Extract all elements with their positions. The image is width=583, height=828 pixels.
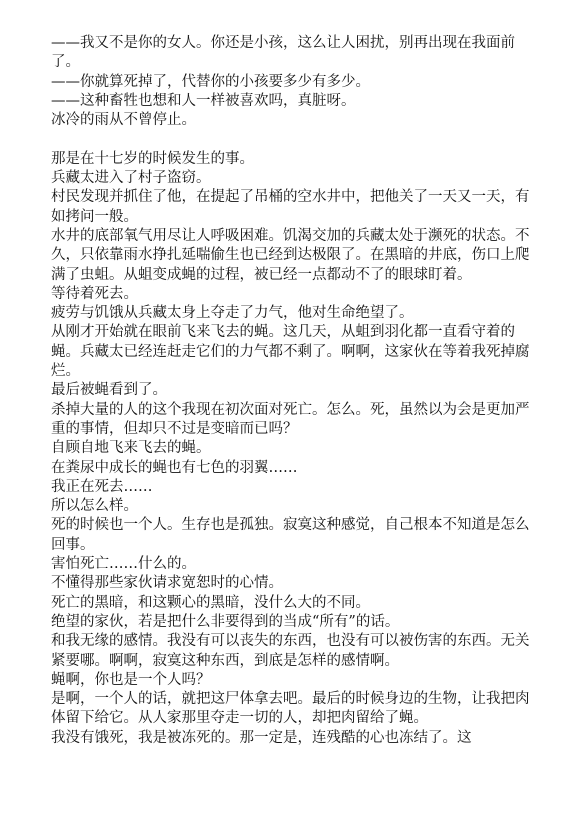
blank-line [51,130,531,149]
paragraph: 水井的底部氧气用尽让人呼吸困难。饥渴交加的兵藏太处于濒死的状态。不久，只依靠雨水挣扎延喘偷生也已经到达极限了。在黑暗的井底，伤口上爬满了虫蛆。从蛆变成蝇的过程，被已经一点都动不了的眼球盯着。 [51,227,530,283]
paragraph: 疲劳与饥饿从兵藏太身上夺走了力气，他对生命绝望了。 [51,305,414,322]
paragraph: 我没有饿死，我是被冻死的。那一定是，连残酷的心也冻结了。这 [51,729,472,746]
paragraph: 所以怎么样。 [51,498,138,515]
paragraph: 死亡的黑暗，和这颗心的黑暗，没什么大的不同。 [51,594,370,611]
paragraph: 兵藏太进入了村子盗窃。 [51,170,211,187]
paragraph: ——你就算死掉了，代替你的小孩要多少有多少。 [51,73,370,90]
paragraph: 村民发现并抓住了他，在提起了吊桶的空水井中，把他关了一天又一天，有如拷问一般。 [51,189,530,225]
paragraph: 杀掉大量的人的这个我现在初次面对死亡。怎么。死，虽然以为会是更加严重的事情，但却只不过是变暗而已吗？ [51,401,530,437]
paragraph: 不懂得那些家伙请求宽恕时的心情。 [51,575,283,592]
paragraph: 蝇啊，你也是一个人吗？ [51,671,211,688]
paragraph: 和我无缘的感情。我没有可以丧失的东西，也没有可以被伤害的东西。无关紧要哪。啊啊，寂寞这种东西，到底是怎样的感情啊。 [51,633,530,669]
paragraph: ——这种畜牲也想和人一样被喜欢吗，真脏呀。 [51,92,356,109]
paragraph: 是啊，一个人的话，就把这尸体拿去吧。最后的时候身边的生物，让我把肉体留下给它。从人家那里夺走一切的人，却把肉留给了蝇。 [51,691,530,727]
paragraph: 我正在死去…… [51,478,153,495]
paragraph: 最后被蝇看到了。 [51,382,167,399]
document-body [51,34,531,748]
paragraph: ——我又不是你的女人。你还是小孩，这么让人困扰，别再出现在我面前了。 [51,35,515,71]
paragraph: 冰冷的雨从不曾停止。 [51,112,196,129]
paragraph: 等待着死去。 [51,285,138,302]
paragraph: 死的时候也一个人。生存也是孤独。寂寞这种感觉，自己根本不知道是怎么回事。 [51,517,530,553]
paragraph: 绝望的家伙，若是把什么非要得到的当成“所有”的话。 [51,613,400,630]
paragraph: 在粪尿中成长的蝇也有七色的羽翼…… [51,459,298,476]
paragraph: 自顾自地飞来飞去的蝇。 [51,440,211,457]
paragraph: 从刚才开始就在眼前飞来飞去的蝇。这几天，从蛆到羽化都一直看守着的蝇。兵藏太已经连赶走它们的力气都不剩了。啊啊，这家伙在等着我死掉腐烂。 [51,324,530,380]
paragraph: 那是在十七岁的时候发生的事。 [51,150,254,167]
paragraph: 害怕死亡……什么的。 [51,556,196,573]
